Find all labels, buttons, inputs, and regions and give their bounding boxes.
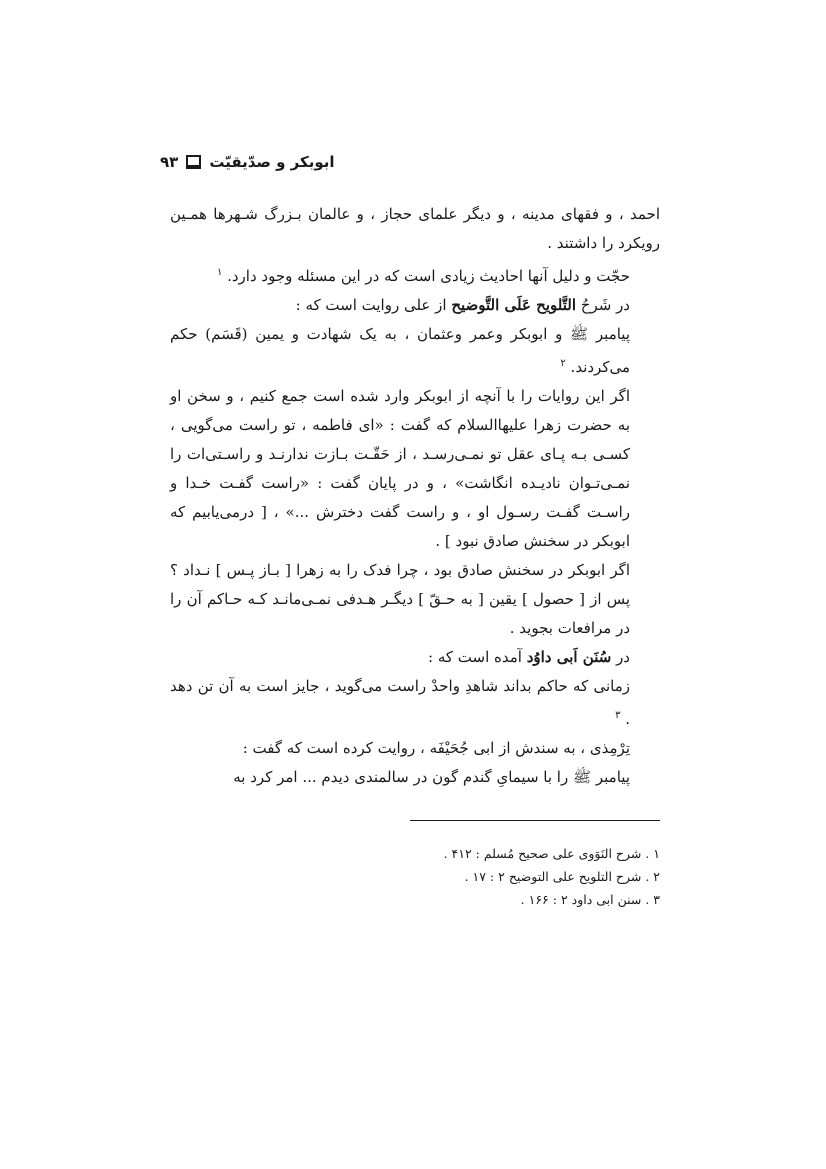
paragraph <box>170 763 660 792</box>
page-number: ۹۳ <box>160 153 179 171</box>
footnote-item: ۲ . شرح التلویح علی التوضیح ۲ : ۱۷ . <box>464 869 660 884</box>
paragraph <box>170 291 660 320</box>
paragraph-text: حجّت و دلیل آنها احادیث زیادی است که در این مسئله وجود دارد. <box>227 267 630 285</box>
paragraph <box>170 258 660 291</box>
paragraph <box>170 643 660 672</box>
paragraph-text: زمانی که حاکم بداند شاهدِ واحدْ راست می‌گوید ، جایز است به آن تن دهد . <box>170 677 630 728</box>
paragraph-text: اگر این روایات را با آنچه از ابوبکر وارد شده است جمع کنیم ، و سخن او به حضرت زهرا علیها‌السلام که گفت : «ای فاطمه ، تو راست می‌گویی ، کسـی بـه پـای عقل تو نمـی‌رسـد ، از حَقّـت بـازت ندارنـد و راسـتی‌ات را نمـی‌تـوان نادیـده انگاشت» ، و در پایان گفت : «راست گفـت خـدا و راسـت گفـت رسـول او ، و راست گفت دخترش ...» ، [ درمی‌یابیم که ابوبکر در سخنش صادق نبود ] . <box>170 387 630 550</box>
paragraph-text: از علی روایت است که : <box>295 296 452 314</box>
paragraph <box>170 556 660 643</box>
footnote-ref: ۳ <box>615 710 621 721</box>
footnotes <box>300 842 660 911</box>
footnote-item: ۱ . شرح النَوَوی علی صحیح مُسلم : ۴۱۲ . <box>443 846 660 861</box>
paragraph <box>170 200 660 258</box>
paragraph-text: در <box>611 648 630 666</box>
footnote-ref: ۱ <box>216 267 223 278</box>
main-text <box>170 200 660 792</box>
header-box-icon <box>186 155 201 169</box>
running-header <box>160 148 660 176</box>
paragraph <box>170 382 660 556</box>
paragraph-text: آمده است که : <box>428 648 527 666</box>
paragraph-text: پیامبر ﷺ و ابوبکر وعمر وعثمان ، به یک شهادت و یمین (قَسَم) حکم می‌کردند. <box>170 325 630 376</box>
paragraph-text: در شَرحُ <box>576 296 630 314</box>
paragraph <box>170 734 660 763</box>
paragraph <box>170 320 660 382</box>
paragraph <box>170 672 660 734</box>
footnote-separator <box>410 820 660 821</box>
paragraph-text: تِرْمِذی ، به سندش از ابی جُحَیْفَه ، روایت کرده است که گفت : <box>242 739 630 757</box>
paragraph-text: التَّلویح عَلَی التَّوضیح <box>451 296 576 314</box>
paragraph-text: احمد ، و فقهای مدینه ، و دیگر علمای حجاز ، و عالمان بـزرگ شـهرها همـین رویکرد را داشتند . <box>170 205 660 252</box>
footnote-ref: ۲ <box>560 358 566 369</box>
footnote-item: ۳ . سنن ابی داود ۲ : ۱۶۶ . <box>520 892 660 907</box>
paragraph-text: سُنَن اَبی داوُد <box>526 648 612 666</box>
paragraph-text: پیامبر ﷺ را با سیمایِ گندم گون در سالمندی دیدم ... امر کرد به <box>233 768 630 786</box>
running-title: ابوبکر و صدّیقیّت <box>209 153 335 171</box>
paragraph-text: اگر ابوبکر در سخنش صادق بود ، چرا فدک را به زهرا [ بـاز پـس ] نـداد ؟ پس از [ حصول ] یقین [ به حـقّ ] دیگـر هـدفی نمـی‌مانـد کـه حـاکم آن را در مرافعات بجوید . <box>170 561 630 637</box>
